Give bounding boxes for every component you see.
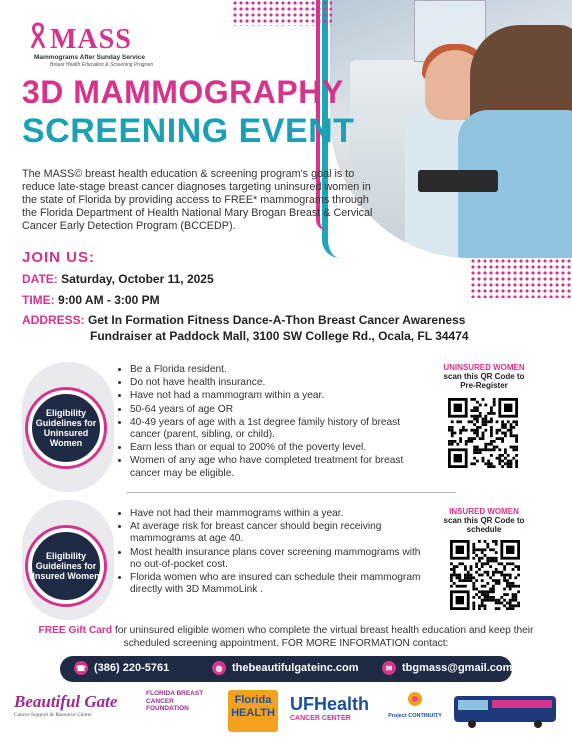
website-link: thebeautifulgateinc.com: [232, 662, 359, 674]
time-row: [22, 293, 160, 307]
continuity-emblem-icon: [406, 690, 424, 708]
uninsured-criteria-list: [116, 364, 428, 480]
uninsured-qr-caption: scan this QR Code to Pre-Register: [443, 372, 525, 390]
insured-criteria-item-4: • Florida women who are insured can schedule their mammogram directly with 3D MammoLink .: [130, 572, 428, 596]
email-address: tbgmass@gmail.com: [402, 662, 513, 674]
uninsured-criteria-item-5: • 40-49 years of age with a 1st degree family history of breast cancer (parent, sibling, or child).: [130, 417, 428, 441]
machine-tray: [418, 170, 498, 192]
project-continuity-logo: [388, 690, 442, 719]
uninsured-eligibility-badge: Eligibility Guidelines for Uninsured Women: [28, 390, 104, 466]
insured-criteria: [116, 508, 428, 597]
time-value: 9:00 AM - 3:00 PM: [58, 293, 160, 307]
contact-email[interactable]: [382, 661, 512, 675]
contact-bar: [60, 656, 512, 682]
insured-criteria-item-1: • Have not had their mammograms within a year.: [130, 508, 428, 520]
gift-card-text: for uninsured eligible women who complete the virtual breast health education and keep their scheduled screening appointment. FOR MORE INFORMATION contact:: [112, 625, 534, 649]
intro-paragraph: The MASS© breast health education & screening program's goal is to reduce late-stage breast cancer diagnoses targeting uninsured women in the state of Florida by providing access to FREE* mammograms through the Florida Department of Health National Mary Brogan Breast & Cervical Cancer Early Detection Program (BCCEDP).: [22, 168, 373, 232]
time-label: TIME:: [22, 293, 55, 307]
uninsured-criteria-item-4: • 50-64 years of age OR: [130, 404, 428, 416]
insured-eligibility-badge: Eligibility Guidelines for Insured Women: [28, 528, 104, 604]
ufhealth-name: UFHealth: [290, 694, 370, 714]
ufhealth-logo: [290, 694, 380, 722]
date-label: DATE:: [22, 272, 58, 286]
uninsured-criteria-item-1: • Be a Florida resident.: [130, 364, 428, 376]
uninsured-criteria: [116, 364, 428, 481]
uninsured-qr-label: [436, 363, 532, 390]
insured-criteria-list: [116, 508, 428, 596]
beautiful-gate-sub: Cancer Support & Resource Center: [14, 712, 92, 718]
globe-icon: ◍: [212, 661, 226, 675]
contact-phone[interactable]: [74, 661, 169, 675]
phone-icon: ☎: [74, 661, 88, 675]
mobile-screening-bus-icon: [452, 692, 560, 730]
phone-number: (386) 220-5761: [94, 662, 170, 674]
sponsor-logos: [0, 686, 572, 740]
page-title-line2: SCREENING EVENT: [22, 112, 355, 150]
pink-ribbon-icon: [28, 22, 48, 50]
address-row: [22, 313, 465, 327]
address-line2: Fundraiser at Paddock Mall, 3100 SW College Rd., Ocala, FL 34474: [90, 329, 469, 343]
insured-qr-label: [436, 507, 532, 534]
date-row: [22, 272, 214, 286]
date-value: Saturday, October 11, 2025: [61, 272, 214, 286]
insured-criteria-item-3: • Most health insurance plans cover screening mammograms with no out-of-pocket cost.: [130, 547, 428, 571]
email-icon: ✉: [382, 661, 396, 675]
uninsured-qr-title: UNINSURED WOMEN: [443, 363, 525, 372]
uninsured-qr-code-icon[interactable]: [448, 398, 518, 468]
section-divider: [126, 492, 456, 493]
brand-subtagline: Breast Health Education & Screening Program: [50, 62, 154, 68]
beautiful-gate-name: Beautiful Gate: [14, 692, 118, 711]
florida-health-logo: Florida HEALTH: [228, 690, 278, 732]
dot-pattern-top: [232, 0, 332, 26]
join-us-heading: JOIN US:: [22, 249, 96, 266]
page-title-line1: 3D MAMMOGRAPHY: [22, 74, 344, 110]
insured-criteria-item-2: • At average risk for breast cancer should begin receiving mammograms at age 40.: [130, 521, 428, 545]
brand-logo: MASS: [50, 24, 132, 55]
uninsured-criteria-item-6: • Earn less than or equal to 200% of the poverty level.: [130, 442, 428, 454]
fbcf-logo: FLORIDA BREAST CANCER FOUNDATION: [146, 690, 204, 712]
dot-pattern-right: [470, 258, 572, 298]
insured-qr-code-icon[interactable]: [450, 540, 520, 610]
gift-card-notice: [30, 624, 542, 650]
project-continuity-name: Project CONTINUITY: [388, 713, 442, 719]
address-line1: Get In Formation Fitness Dance-A-Thon Breast Cancer Awareness: [88, 313, 466, 327]
brand-tagline: Mammograms After Sunday Service: [34, 54, 146, 61]
gift-card-highlight: FREE Gift Card: [38, 625, 113, 636]
uninsured-criteria-item-2: • Do not have health insurance.: [130, 377, 428, 389]
address-label: ADDRESS:: [22, 313, 85, 327]
insured-qr-title: INSURED WOMEN: [449, 507, 519, 516]
contact-website[interactable]: [212, 661, 359, 675]
insured-qr-caption: scan this QR Code to schedule: [443, 516, 525, 534]
uninsured-criteria-item-7: • Women of any age who have completed treatment for breast cancer may be eligible.: [130, 455, 428, 479]
uninsured-criteria-item-3: • Have not had a mammogram within a year.: [130, 390, 428, 402]
ufhealth-sub: CANCER CENTER: [290, 715, 351, 722]
beautiful-gate-logo: [14, 692, 134, 718]
